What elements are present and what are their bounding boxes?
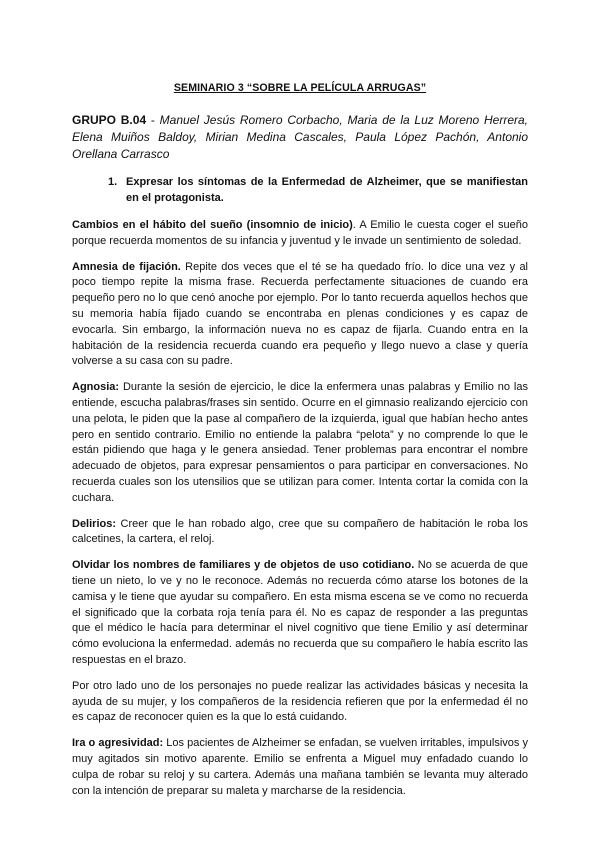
question-item [72, 175, 528, 206]
question-text: Expresar los síntomas de la Enfermedad de Alzheimer, que se manifiestan en el protagonista. [126, 176, 528, 204]
group-members: Manuel Jesús Romero Corbacho, Maria de la Luz Moreno Herrera, Elena Muiños Baldoy, Mirian Medina Cascales, Paula López Pachón, Antonio Orellana Carrasco [72, 113, 529, 161]
paragraph-text: Por otro lado uno de los personajes no puede realizar las actividades básicas y necesita la ayuda de su mujer, y los compañeros de la residencia refieren que por la enfermedad él no es capaz de reconocer quien es la que lo está cuidando. [72, 679, 528, 724]
group-label: GRUPO B.04 [72, 113, 147, 127]
paragraph-otro-lado [72, 679, 528, 726]
question-number: 1. [108, 176, 118, 188]
group-separator: - [146, 113, 160, 127]
paragraph-heading: Agnosia: [72, 381, 120, 394]
paragraph-text: Los pacientes de Alzheimer se enfadan, se vuelven irritables, impulsivos y muy agitados sin motivo aparente. Emilio se enfrenta a Miguel muy enfadado cuando lo culpa de robar su reloj y su cartera. Además una mañana también se levanta muy alterado con la intención de preparar su maleta y marcharse de la residencia. [72, 737, 528, 797]
paragraph-heading: Amnesia de fijación. [72, 260, 181, 273]
paragraph-text: No se acuerda de que tiene un nieto, lo ve y no le reconoce. Además no recuerda cómo atarse los botones de la camisa y le tiene que ayudar su compañero. En esta misma escena se ve como no recuerda el significado que la corbata roja tenía para él. No es capaz de responder a las preguntas que el médico le hacía para determinar el nivel cognitivo que tiene Emilio y así determinar cómo evoluciona la enfermedad. además no recuerda que su compañero le había escrito las respuestas en el brazo. [72, 559, 528, 666]
paragraph-amnesia [72, 260, 528, 371]
paragraph-ira [72, 736, 528, 799]
paragraph-olvidar [72, 558, 528, 669]
paragraph-delirios [72, 517, 528, 549]
paragraph-text: . A Emilio le cuesta coger el sueño porque recuerda momentos de su infancia y juventud y le invade un sentimiento de soledad. [72, 219, 528, 247]
paragraph-heading: Ira o agresividad: [72, 737, 164, 750]
paragraph-heading: Olvidar los nombres de familiares y de objetos de uso cotidiano. [72, 559, 415, 572]
paragraph-text: Creer que le han robado algo, cree que su compañero de habitación le roba los calcetines, la cartera, el reloj. [72, 517, 528, 546]
paragraph-heading: Delirios: [72, 517, 117, 530]
paragraph-text: Repite dos veces que el té se ha quedado frío. lo dice una vez y al poco tiempo repite la misma frase. Recuerda perfectamente situaciones de cuando era pequeño pero no lo que cenó anoche por ejemplo. Por lo tanto recuerda aquellos hechos que su memoria había fijado cuando se encontraba en plenas condiciones y es capaz de evocarla. Sin embargo, la información nueva no es capaz de fijarla. Cuando entra en la habitación de la residencia recuerda cuando era pequeño y llego nuevo a clase y quería volverse a su casa con su padre. [72, 260, 529, 368]
page-title: SEMINARIO 3 “SOBRE LA PELÍCULA ARRUGAS” [173, 82, 427, 94]
paragraph-sleep [72, 218, 528, 250]
paragraph-heading: Cambios en el hábito del sueño (insomnio de inicio) [72, 219, 353, 231]
group-line [72, 112, 528, 163]
paragraph-text: Durante la sesión de ejercicio, le dice la enfermera unas palabras y Emilio no las entiende, escucha palabras/frases sin sentido. Ocurre en el gimnasio realizando ejercicio con una pelota, le piden que la pase al compañero de la izquierda, igual que habían hecho antes pero en sentido contrario. Emilio no entiende la palabra “pelota” y no comprende lo que le están pidiendo que haga y le genera ansiedad. Tener problemas para encontrar el nombre adecuado de objetos, para expresar pensamientos o para participar en conversaciones. No recuerda cuales son los utensilios que se utilizan para comer. Intenta cortar la comida con la cuchara. [72, 381, 528, 504]
paragraph-agnosia [72, 380, 528, 506]
